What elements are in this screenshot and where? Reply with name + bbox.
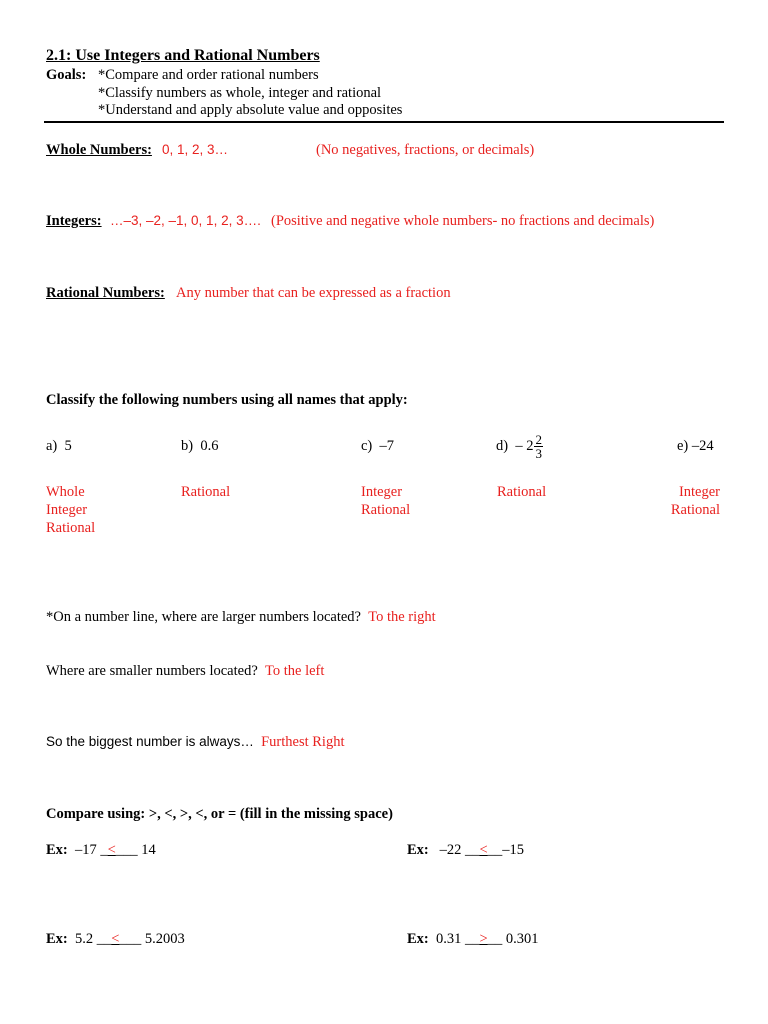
answer-a-3: Rational [46, 520, 96, 536]
answer-a-2: Integer [46, 502, 88, 518]
answer-d-1: Rational [497, 484, 547, 500]
answer-a-1: Whole [46, 484, 85, 500]
ex-label: Ex: [407, 842, 429, 858]
header-divider [44, 121, 724, 123]
question-text: *On a number line, where are larger numbers located? [46, 609, 361, 625]
ex-label: Ex: [407, 931, 429, 947]
item-number-whole: – 2 [515, 438, 534, 454]
goal-item: *Understand and apply absolute value and opposites [98, 102, 403, 118]
item-prefix: e) [677, 438, 689, 454]
rational-numbers-label: Rational Numbers: [46, 285, 165, 301]
blank-pre: __ [96, 931, 112, 947]
answer-text: To the left [265, 663, 325, 679]
classify-item-c [361, 437, 394, 455]
answer-symbol: < [107, 842, 116, 858]
answer-e-2: Rational [670, 502, 720, 518]
right-value: 5.2003 [144, 931, 185, 947]
whole-numbers-value: 0, 1, 2, 3… [162, 142, 229, 157]
answer-symbol: > [479, 931, 488, 947]
item-number: –7 [379, 438, 395, 454]
fraction-numerator: 2 [535, 432, 542, 448]
whole-numbers-label: Whole Numbers: [46, 142, 152, 158]
left-value: –17 [75, 842, 97, 858]
ex-label: Ex: [46, 931, 68, 947]
answer-symbol: < [111, 931, 120, 947]
blank-post: ___ [115, 842, 138, 858]
blank-post: __ [487, 931, 503, 947]
goal-item: *Compare and order rational numbers [98, 67, 319, 83]
integers-label: Integers: [46, 213, 102, 229]
compare-example-2 [407, 841, 524, 859]
blank-post: ___ [119, 931, 142, 947]
answer-symbol: < [479, 842, 488, 858]
whole-numbers-note: (No negatives, fractions, or decimals) [316, 142, 535, 158]
classify-item-e [677, 437, 714, 455]
left-value: 0.31 [436, 931, 462, 947]
blank-pre: __ [465, 842, 480, 858]
compare-example-1 [46, 841, 156, 859]
left-value: 5.2 [75, 931, 94, 947]
integers-note: (Positive and negative whole numbers- no fractions and decimals) [271, 213, 655, 229]
compare-example-3 [46, 930, 185, 948]
item-prefix: b) [181, 438, 194, 454]
answer-e-1: Integer [678, 484, 720, 500]
goals-label: Goals: [46, 67, 87, 83]
classify-heading: Classify the following numbers using all names that apply: [46, 392, 408, 408]
answer-text: Furthest Right [261, 734, 345, 750]
item-number: 0.6 [200, 438, 219, 454]
mixed-fraction [534, 433, 543, 460]
integers-value: …–3, –2, –1, 0, 1, 2, 3…. [110, 213, 261, 228]
number-line-question-3 [46, 733, 345, 751]
right-value: –15 [502, 842, 524, 858]
right-value: 0.301 [505, 931, 539, 947]
question-text: So the biggest number is always… [46, 734, 254, 749]
classify-item-a [46, 437, 72, 455]
left-value: –22 [439, 842, 462, 858]
rational-numbers-value: Any number that can be expressed as a fraction [176, 285, 451, 301]
goal-item: *Classify numbers as whole, integer and rational [98, 85, 382, 101]
question-text: Where are smaller numbers located? [46, 663, 258, 679]
number-line-question-1 [46, 608, 436, 626]
compare-heading: Compare using: >, <, >, <, or = (fill in the missing space) [46, 806, 393, 822]
item-prefix: c) [361, 438, 373, 454]
answer-c-2: Rational [361, 502, 411, 518]
answer-c-1: Integer [361, 484, 403, 500]
fraction-denominator: 3 [535, 446, 542, 462]
number-line-question-2 [46, 662, 324, 680]
right-value: 14 [141, 842, 156, 858]
ex-label: Ex: [46, 842, 68, 858]
page-title: 2.1: Use Integers and Rational Numbers [46, 47, 320, 64]
blank-post: __ [487, 842, 503, 858]
item-number: –24 [691, 438, 714, 454]
item-number: 5 [64, 438, 72, 454]
compare-example-4 [407, 930, 538, 948]
blank-pre: __ [465, 931, 480, 947]
item-prefix: a) [46, 438, 58, 454]
blank-pre: _ [100, 842, 108, 858]
answer-text: To the right [368, 609, 436, 625]
answer-b-1: Rational [181, 484, 231, 500]
classify-item-b [181, 437, 218, 455]
classify-item-d [496, 428, 543, 464]
item-prefix: d) [496, 438, 509, 454]
